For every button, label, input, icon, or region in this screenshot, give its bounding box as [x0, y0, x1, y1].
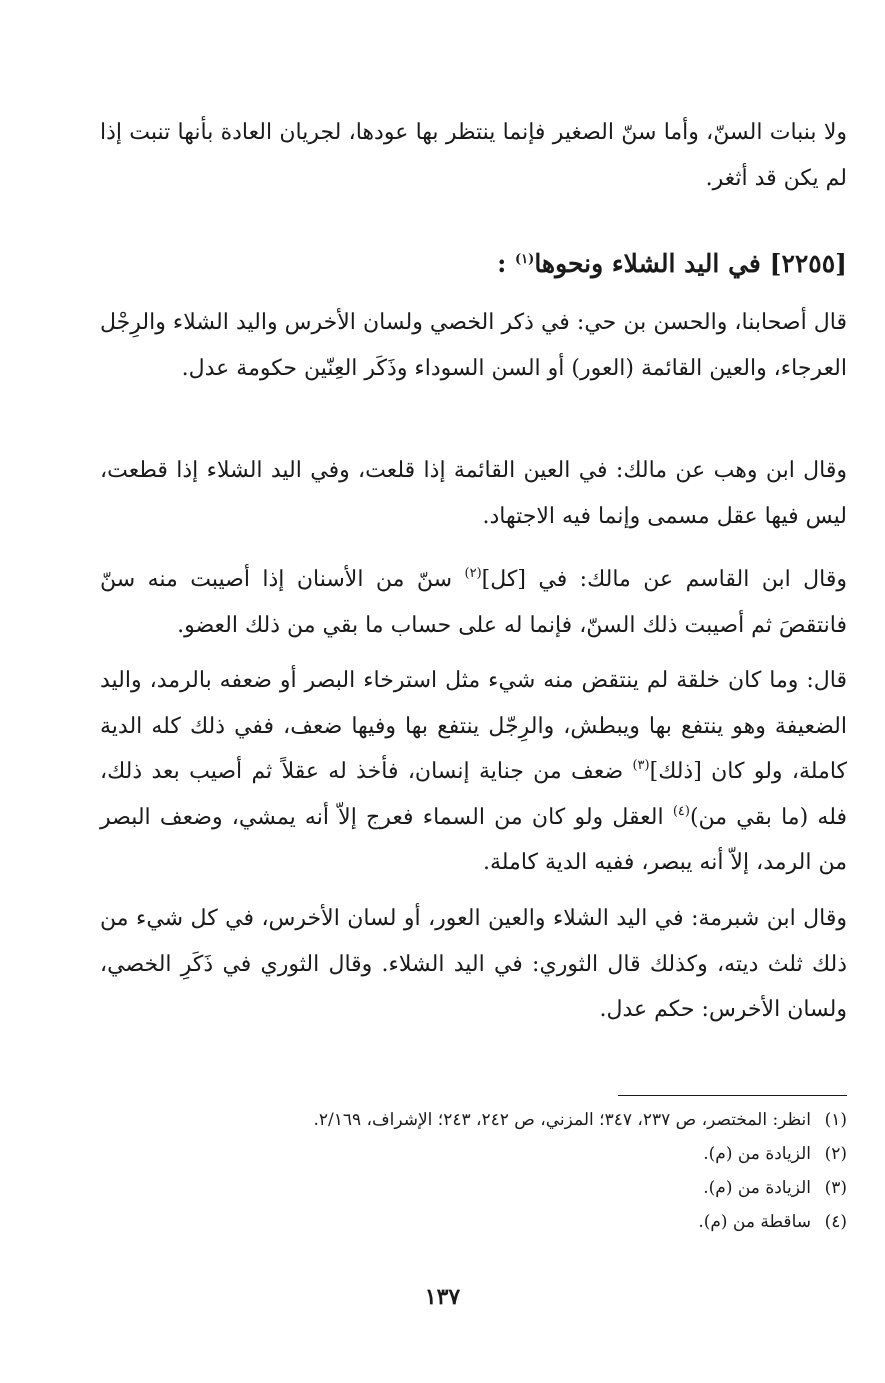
footnote-item: [100, 1171, 847, 1205]
footnote-number: (٣): [824, 1178, 847, 1198]
footnote-ref-3[interactable]: (٣): [632, 758, 650, 773]
footnote-text: الزيادة من (م).: [703, 1144, 811, 1164]
footnote-ref-4[interactable]: (٤): [672, 803, 690, 819]
paragraph-text: قال: وما كان خلقة لم ينتقض منه شيء مثل استرخاء البصر أو ضعفه بالرمد، واليد الضعيفة وهو ينتفع بها ويبطش، والرِجّل ينتفع بها وفيها ضعف، ففي ذلك كله الدية كاملة، ولو كان [ذلك]: [100, 668, 847, 784]
footnote-number: (١): [824, 1110, 847, 1130]
paragraph-ibn-qasim: [100, 557, 847, 648]
paragraph-text: وقال ابن القاسم عن مالك: في [كل]: [481, 567, 847, 592]
paragraph-text: سنّ من الأسنان إذا أصيبت منه سنّ فانتقصَ ثم أصيبت ذلك السنّ، فإنما له على حساب ما بقي من ذلك العضو.: [100, 567, 847, 638]
footnote-text: انظر: المختصر، ص ٢٣٧، ٣٤٧؛ المزني، ص ٢٤٢، ٢٤٣؛ الإشراف، ٢/١٦٩.: [313, 1110, 811, 1130]
paragraph-ibn-shubruma: وقال ابن شبرمة: في اليد الشلاء والعين العور، أو لسان الأخرس، في كل شيء من ذلك ثلث ديته، وكذلك قال الثوري: في اليد الشلاء. وقال الثوري في ذَكَرِ الخصي، ولسان الأخرس: حكم عدل.: [100, 906, 847, 1022]
footnote-number: (٤): [824, 1212, 847, 1232]
paragraph-ibn-wahb: وقال ابن وهب عن مالك: في العين القائمة إذا قلعت، وفي اليد الشلاء إذا قطعت، ليس فيها عقل مسمى وإنما فيه الاجتهاد.: [100, 458, 847, 529]
footnote-text: الزيادة من (م).: [703, 1178, 811, 1198]
section-heading: [100, 242, 847, 286]
page-number: ١٣٧: [424, 1284, 461, 1310]
footnote-ref-1[interactable]: (١): [515, 252, 535, 267]
section-number: [٢٢٥٥]: [769, 249, 847, 278]
footnote-ref-2[interactable]: (٢): [464, 566, 482, 581]
footnotes-list: [100, 1103, 847, 1239]
footnote-text: ساقطة من (م).: [698, 1212, 811, 1232]
paragraph-ashab: قال أصحابنا، والحسن بن حي: في ذكر الخصي ولسان الأخرس واليد الشلاء والرِجْل العرجاء، والعين القائمة (العور) أو السن السوداء وذَكَر العِنّين حكومة عدل.: [100, 310, 847, 381]
footnote-item: [100, 1103, 847, 1137]
paragraph-text: العقل ولو كان من السماء فعرج إلاّ أنه يمشي، وضعف البصر من الرمد، إلاّ أنه يبصر، ففيه الدية كاملة.: [100, 804, 847, 875]
section-title: في اليد الشلاء ونحوها: [534, 249, 761, 278]
paragraph-qala: [100, 658, 847, 886]
footnote-item: [100, 1205, 847, 1239]
footnote-item: [100, 1137, 847, 1171]
paragraph-intro: ولا بنبات السنّ، وأما سنّ الصغير فإنما ينتظر بها عودها، لجريان العادة بأنها تنبت إذا لم يكن قد أثغر.: [100, 120, 847, 191]
heading-colon: :: [497, 249, 507, 278]
footnote-divider: [618, 1095, 847, 1096]
footnote-number: (٢): [824, 1144, 847, 1164]
paragraph-text: ضعف من جناية إنسان، فأخذ له عقلاً ثم أصيب بعد ذلك، فله (ما بقي من): [100, 759, 847, 830]
